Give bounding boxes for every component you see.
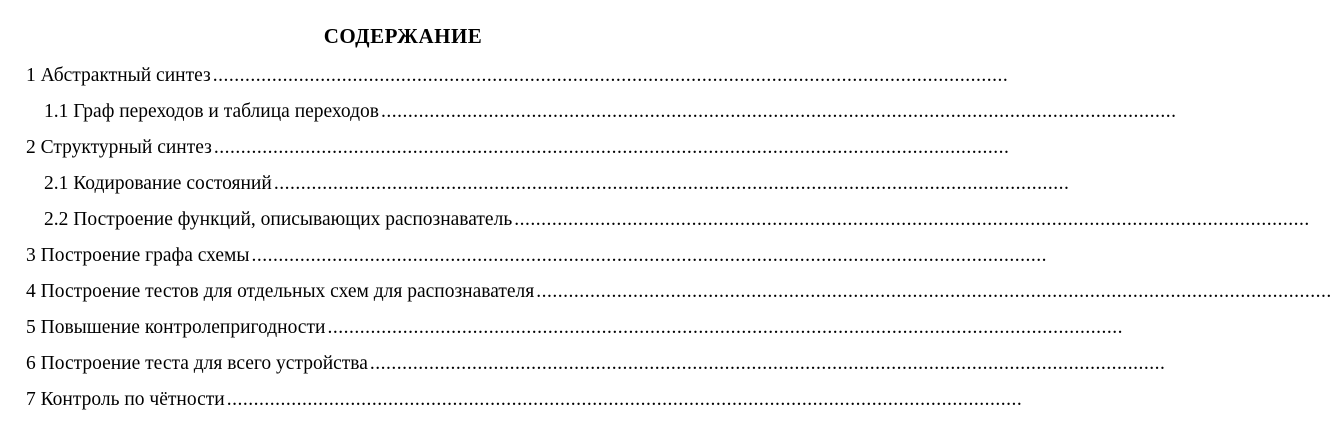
toc-entry-text: 1 Абстрактный синтез (26, 65, 211, 86)
toc-entry (0, 314, 1123, 350)
toc-entry-text: 2.1 Кодирование состояний (44, 173, 272, 194)
toc-entry (0, 278, 1332, 314)
toc-entry (0, 242, 1047, 278)
toc-dot-leader: .................................................................................................................................................... (381, 101, 1177, 122)
toc-entry (0, 386, 1023, 422)
toc-entry-text: 2.2 Построение функций, описывающих распознаватель (44, 209, 513, 230)
toc-dot-leader: .................................................................................................................................................... (536, 281, 1332, 302)
toc-entry-text: 4 Построение тестов для отдельных схем для распознавателя (26, 281, 535, 302)
toc-entry (0, 206, 1310, 242)
toc-dot-leader: .................................................................................................................................................... (251, 245, 1047, 266)
toc-entry-text: 5 Повышение контролепригодности (26, 317, 326, 338)
toc-entry (0, 350, 1166, 386)
toc-dot-leader: .................................................................................................................................................... (226, 389, 1023, 410)
toc-dot-leader: .................................................................................................................................................... (273, 173, 1070, 194)
toc-entry-text: 7 Контроль по чётности (26, 389, 225, 410)
toc-entry (0, 134, 1010, 170)
toc-entry-text: 2 Структурный синтез (26, 137, 212, 158)
toc-entry (0, 62, 1009, 98)
toc-dot-leader: .................................................................................................................................................... (514, 209, 1310, 230)
toc-dot-leader: .................................................................................................................................................... (327, 317, 1123, 338)
toc-entry-text: 1.1 Граф переходов и таблица переходов (44, 101, 380, 122)
toc-title: СОДЕРЖАНИЕ (323, 24, 483, 48)
toc-dot-leader: .................................................................................................................................................... (213, 137, 1010, 158)
toc-dot-leader: .................................................................................................................................................... (212, 65, 1009, 86)
toc-dot-leader: .................................................................................................................................................... (369, 353, 1166, 374)
toc-entry-text: 6 Построение теста для всего устройства (26, 353, 368, 374)
toc-entry (0, 98, 1177, 134)
toc-entry (0, 170, 1070, 206)
toc-entry-text: 3 Построение графа схемы (26, 245, 250, 266)
toc-list (0, 62, 1332, 422)
